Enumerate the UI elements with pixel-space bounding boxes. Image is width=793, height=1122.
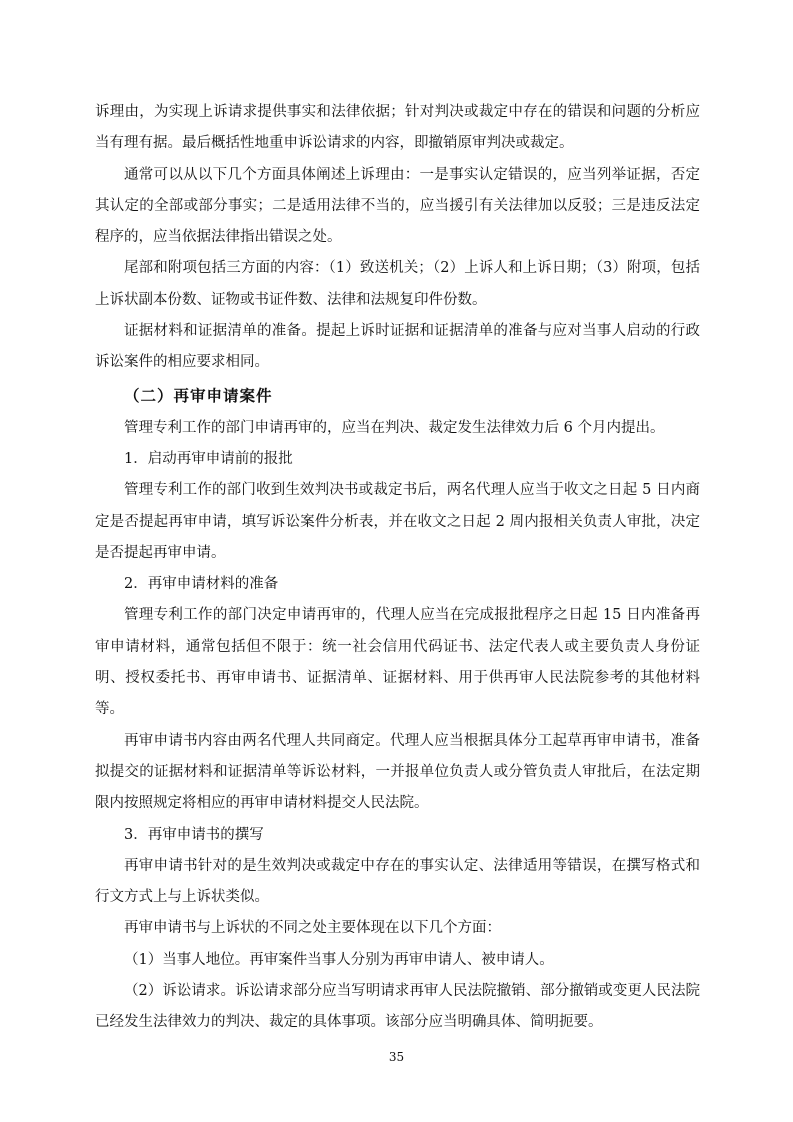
subheading-application-writing: 3．再审申请书的撰写 — [124, 826, 264, 843]
paragraph-tail-and-appendix: 尾部和附项包括三方面的内容：（1）致送机关；（2）上诉人和上诉日期；（3）附项，包括上诉状副本份数、证物或书证件数、法律和法规复印件份数。 — [95, 260, 700, 308]
page-body — [95, 97, 700, 1039]
paragraph-appeal-reasons-continued: 诉理由，为实现上诉请求提供事实和法律依据；针对判决或裁定中存在的错误和问题的分析应当有理有据。最后概括性地重申诉讼请求的内容，即撤销原审判决或裁定。 — [95, 104, 700, 152]
paragraph-pre-approval: 管理专利工作的部门收到生效判决书或裁定书后，两名代理人应当于收文之日起 5 日内商定是否提起再审申请，填写诉讼案件分析表，并在收文之日起 2 周内报相关负责人审批，决定是否提起再审申请。 — [95, 482, 700, 561]
paragraph-differences-intro: 再审申请书与上诉状的不同之处主要体现在以下几个方面： — [124, 920, 501, 937]
paragraph-evidence-preparation: 证据材料和证据清单的准备。提起上诉时证据和证据清单的准备与应对当事人启动的行政诉讼案件的相应要求相同。 — [95, 323, 700, 371]
paragraph-appeal-reasons-aspects: 通常可以从以下几个方面具体阐述上诉理由：一是事实认定错误的，应当列举证据，否定其认定的全部或部分事实；二是适用法律不当的，应当援引有关法律加以反驳；三是违反法定程序的，应当依据法律指出错误之处。 — [95, 166, 700, 246]
subheading-materials-preparation: 2．再审申请材料的准备 — [124, 576, 279, 593]
section-heading-retrial: （二）再审申请案件 — [124, 386, 273, 405]
paragraph-materials-list: 管理专利工作的部门决定申请再审的，代理人应当在完成报批程序之日起 15 日内准备再审申请材料，通常包括但不限于：统一社会信用代码证书、法定代表人或主要负责人身份证明、授权委托书、再审申请书、证据清单、证据材料、用于供再审人民法院参考的其他材料等。 — [95, 607, 700, 718]
paragraph-retrial-deadline: 管理专利工作的部门申请再审的，应当在判决、裁定发生法律效力后 6 个月内提出。 — [124, 419, 665, 436]
paragraph-materials-drafting: 再审申请书内容由两名代理人共同商定。代理人应当根据具体分工起草再审申请书，准备拟提交的证据材料和证据清单等诉讼材料，一并报单位负责人或分管负责人审批后，在法定期限内按照规定将相应的再审申请材料提交人民法院。 — [95, 732, 700, 812]
paragraph-party-status: （1）当事人地位。再审案件当事人分别为再审申请人、被申请人。 — [124, 951, 554, 968]
paragraph-litigation-request: （2）诉讼请求。诉讼请求部分应当写明请求再审人民法院撤销、部分撤销或变更人民法院已经发生法律效力的判决、裁定的具体事项。该部分应当明确具体、简明扼要。 — [95, 983, 700, 1031]
subheading-pre-approval: 1．启动再审申请前的报批 — [124, 450, 293, 467]
page-number: 35 — [388, 1050, 405, 1064]
paragraph-application-format: 再审申请书针对的是生效判决或裁定中存在的事实认定、法律适用等错误，在撰写格式和行文方式上与上诉状类似。 — [95, 857, 700, 906]
